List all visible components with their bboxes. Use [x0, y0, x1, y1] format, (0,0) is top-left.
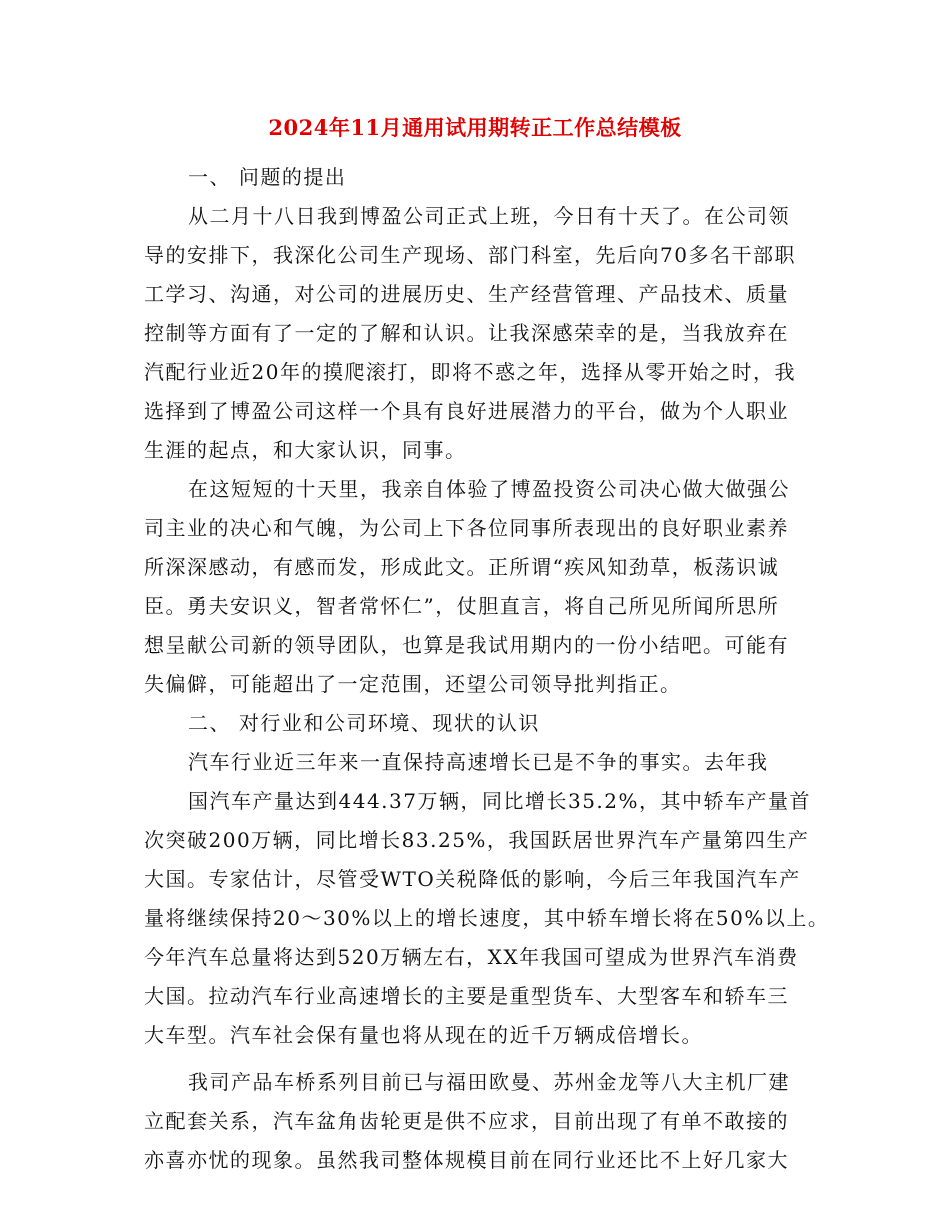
paragraph-line: 所深深感动，有感而发，形成此文。正所谓“疾风知劲草，板荡识诚 [144, 555, 780, 579]
paragraph-line: 导的安排下，我深化公司生产现场、部门科室，先后向70多名干部职 [144, 243, 796, 267]
paragraph-line: 大车型。汽车社会保有量也将从现在的近千万辆成倍增长。 [144, 1023, 703, 1047]
paragraph-line: 立配套关系，汽车盆角齿轮更是供不应求，目前出现了有单不敢接的 [144, 1109, 789, 1133]
paragraph-line: 失偏僻，可能超出了一定范围，还望公司领导批判指正。 [144, 672, 682, 696]
paragraph-line: 次突破200万辆，同比增长83.25%，我国跃居世界汽车产量第四生产 [144, 828, 810, 852]
paragraph-line: 国汽车产量达到444.37万辆，同比增长35.2%，其中轿车产量首 [188, 789, 812, 813]
paragraph-gap [144, 1055, 804, 1063]
paragraph-line: 汽车行业近三年来一直保持高速增长已是不争的事实。去年我 [188, 750, 769, 774]
paragraph-line: 生涯的起点，和大家认识，同事。 [144, 438, 467, 462]
paragraph-line: 汽配行业近20年的摸爬滚打，即将不惑之年，选择从零开始之时，我 [144, 360, 796, 384]
section-heading-1: 一、 问题的提出 [188, 165, 347, 189]
paragraph-line: 大国。拉动汽车行业高速增长的主要是重型货车、大型客车和轿车三 [144, 984, 789, 1008]
paragraph-line: 亦喜亦忧的现象。虽然我司整体规模目前在同行业还比不上好几家大 [144, 1148, 789, 1172]
document-body [144, 158, 830, 1180]
paragraph-line: 工学习、沟通，对公司的进展历史、生产经营管理、产品技术、质量 [144, 282, 789, 306]
paragraph-line: 控制等方面有了一定的了解和认识。让我深感荣幸的是，当我放弃在 [144, 321, 789, 345]
paragraph-line: 在这短短的十天里，我亲自体验了博盈投资公司决心做大做强公 [188, 477, 790, 501]
paragraph-line: 今年汽车总量将达到520万辆左右，XX年我国可望成为世界汽车消费 [144, 945, 799, 969]
paragraph-line: 司主业的决心和气魄，为公司上下各位同事所表现出的良好职业素养 [144, 516, 789, 540]
paragraph-line: 大国。专家估计，尽管受WTO关税降低的影响，今后三年我国汽车产 [144, 867, 801, 891]
section-heading-2: 二、 对行业和公司环境、现状的认识 [188, 711, 540, 735]
paragraph-line: 从二月十八日我到博盈公司正式上班，今日有十天了。在公司领 [188, 204, 790, 228]
paragraph-line: 量将继续保持20～30%以上的增长速度，其中轿车增长将在50%以上。 [144, 906, 830, 930]
paragraph-line: 臣。勇夫安识义，智者常怀仁”，仗胆直言，将自己所见所闻所思所 [144, 594, 780, 618]
paragraph-line: 选择到了博盈公司这样一个具有良好进展潜力的平台，做为个人职业 [144, 399, 789, 423]
paragraph-line: 想呈献公司新的领导团队，也算是我试用期内的一份小结吧。可能有 [144, 633, 789, 657]
document-title: 2024年11月通用试用期转正工作总结模板 [268, 115, 682, 140]
paragraph-line: 我司产品车桥系列目前已与福田欧曼、苏州金龙等八大主机厂建 [188, 1070, 790, 1094]
